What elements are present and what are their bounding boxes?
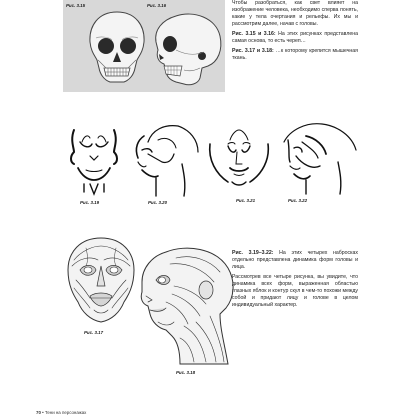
figure-caption-3-22: Рис. 3.22 xyxy=(288,198,308,203)
figure-caption-3-16: Рис. 3.16 xyxy=(147,3,167,8)
paragraph-muscle: Рис. 3.17 и 3.18: …к которому крепится мышечная ткань. xyxy=(232,48,358,61)
paragraph-skull: Рис. 3.15 и 3.16: На этих рисунках представлена самая основа, то есть череп… xyxy=(232,31,358,44)
intro-paragraph: Чтобы разобраться, как свет влияет на изображение человека, необходимо сперва понять, какие у тела очертания и рельефы. Их мы и рассмотрим далее, начав с головы. xyxy=(232,0,358,27)
head-dynamics-sketch-front xyxy=(60,120,128,198)
footer-bullet: • xyxy=(42,410,44,415)
paragraph-conclusion: Рассмотрев все четыре рисунка, вы увидите, что динамика всех форм, выраженная областью глазных яблок и контур скул в чем-то похожи между собой и придают лицу и голове в целом индивидуальный характер. xyxy=(232,274,358,308)
face-dynamics-sketch-front xyxy=(204,124,274,196)
page-footer xyxy=(36,410,86,415)
intro-text-block xyxy=(232,0,358,65)
skull-front-illustration xyxy=(84,10,150,90)
head-muscles-front-illustration xyxy=(60,236,142,324)
figure-caption-3-17: Рис. 3.17 xyxy=(84,330,104,335)
figure-caption-3-15: Рис. 3.15 xyxy=(66,3,86,8)
figure-caption-3-20: Рис. 3.20 xyxy=(148,200,168,205)
figure-caption-3-19: Рис. 3.19 xyxy=(80,200,100,205)
figure-caption-3-21: Рис. 3.21 xyxy=(236,198,256,203)
paragraph-dynamics: Рис. 3.19–3.22: На этих четырех набросках отдельно представлена динамика форм головы и лица. xyxy=(232,250,358,270)
footer-section-title: Тени на персонажах xyxy=(44,410,87,415)
head-dynamics-sketch-side xyxy=(128,118,202,198)
page-number: 70 xyxy=(36,410,41,415)
head-muscles-side-illustration xyxy=(136,242,238,366)
figure-caption-3-18: Рис. 3.18 xyxy=(176,370,196,375)
skull-side-illustration xyxy=(150,10,224,90)
dynamics-text-block xyxy=(232,250,358,312)
face-dynamics-sketch-side xyxy=(276,118,360,196)
